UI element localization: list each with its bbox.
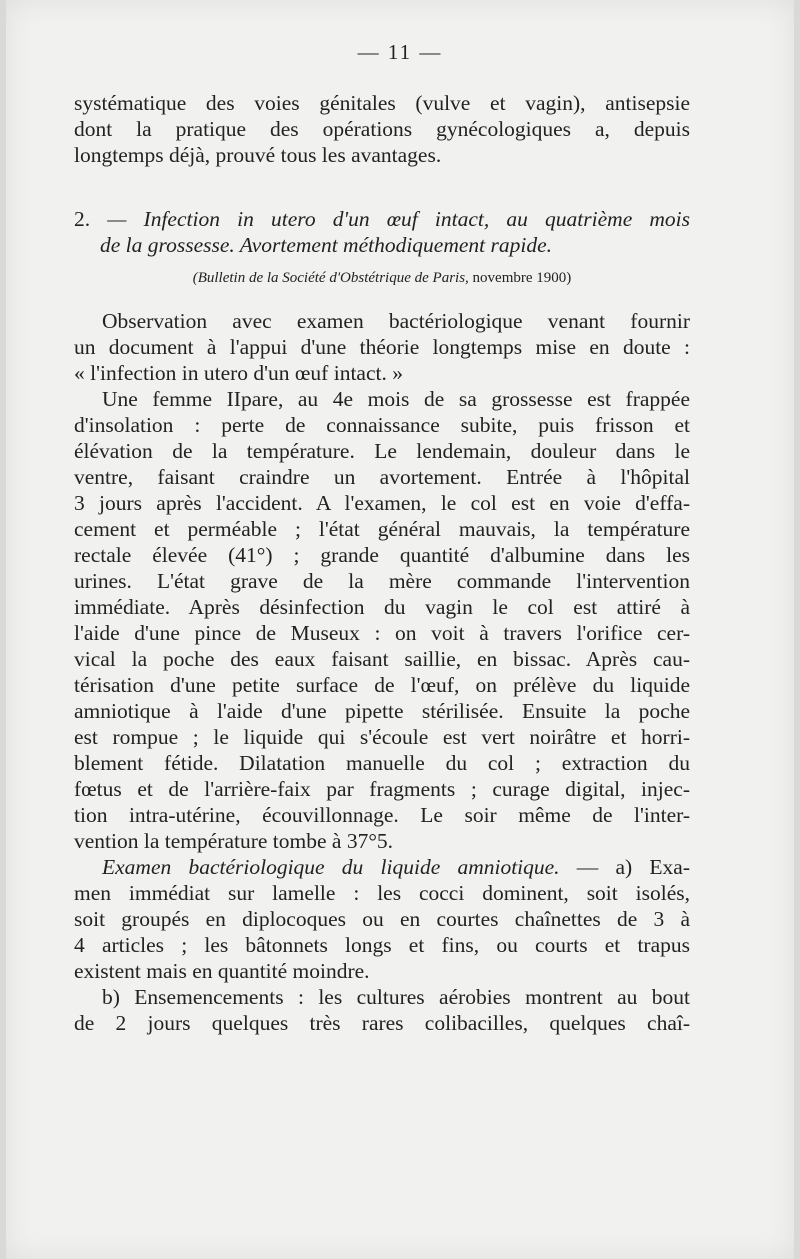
text-line: longtemps déjà, prouvé tous les avantages. bbox=[74, 143, 442, 167]
text-line: un document à l'appui d'une théorie longtemps mise en doute : bbox=[74, 335, 690, 359]
text-line: Une femme IIpare, au 4e mois de sa grossesse est frappée bbox=[102, 387, 690, 411]
paragraph-cultures bbox=[74, 984, 690, 1036]
text-line: d'insolation : perte de connaissance subite, puis frisson et bbox=[74, 413, 690, 437]
text-line: blement fétide. Dilatation manuelle du col ; extraction du bbox=[74, 751, 690, 775]
paragraph-intro bbox=[74, 90, 690, 168]
citation-source: (Bulletin de la Société d'Obstétrique de Paris, bbox=[192, 270, 469, 286]
text-line: tion intra-utérine, écouvillonnage. Le soir même de l'inter- bbox=[74, 803, 690, 827]
text-line: ventre, faisant craindre un avortement. Entrée à l'hôpital bbox=[74, 465, 690, 489]
text-line: cement et perméable ; l'état général mauvais, la température bbox=[74, 517, 690, 541]
text-line: est rompue ; le liquide qui s'écoule est vert noirâtre et horri- bbox=[74, 725, 690, 749]
text-line: Observation avec examen bactériologique venant fournir bbox=[102, 309, 690, 333]
text-line: 3 jours après l'accident. A l'examen, le col est en voie d'effa- bbox=[74, 491, 690, 515]
paragraph-exam bbox=[74, 854, 690, 984]
text-line: urines. L'état grave de la mère commande l'intervention bbox=[74, 569, 690, 593]
exam-heading: Examen bactériologique du liquide amniotique. bbox=[102, 855, 560, 879]
section-title-line: — Infection in utero d'un œuf intact, au quatrième mois bbox=[107, 207, 691, 231]
text-line: 4 articles ; les bâtonnets longs et fins, ou courts et trapus bbox=[74, 933, 690, 957]
text-line: men immédiat sur lamelle : les cocci dominent, soit isolés, bbox=[74, 881, 690, 905]
citation-date: novembre 1900) bbox=[472, 270, 572, 286]
text-line: vical la poche des eaux faisant saillie, en bissac. Après cau- bbox=[74, 647, 690, 671]
paragraph-observation bbox=[74, 308, 690, 386]
citation bbox=[74, 268, 690, 288]
text-line: dont la pratique des opérations gynécologiques a, depuis bbox=[74, 117, 690, 141]
section-heading bbox=[74, 206, 690, 258]
section-title-line: de la grossesse. Avortement méthodiquement rapide. bbox=[100, 233, 553, 257]
page-number: — 11 — bbox=[357, 40, 443, 64]
text-line: « l'infection in utero d'un œuf intact. » bbox=[74, 361, 403, 385]
text-line: rectale élevée (41°) ; grande quantité d'albumine dans les bbox=[74, 543, 690, 567]
page-body bbox=[74, 90, 690, 1036]
section-number: 2. bbox=[74, 207, 91, 231]
book-page bbox=[6, 0, 794, 1259]
paragraph-case bbox=[74, 386, 690, 854]
text-line: b) Ensemencements : les cultures aérobies montrent au bout bbox=[102, 985, 690, 1009]
text-line: l'aide d'une pince de Museux : on voit à travers l'orifice cer- bbox=[74, 621, 690, 645]
text-line: fœtus et de l'arrière-faix par fragments ; curage digital, injec- bbox=[74, 777, 690, 801]
text-line: vention la température tombe à 37°5. bbox=[74, 829, 394, 853]
text-line: de 2 jours quelques très rares colibacilles, quelques chaî- bbox=[74, 1011, 690, 1035]
text-line: térisation d'une petite surface de l'œuf, on prélève du liquide bbox=[74, 673, 690, 697]
text-line: amniotique à l'aide d'une pipette stérilisée. Ensuite la poche bbox=[74, 699, 690, 723]
text-line: — a) Exa- bbox=[576, 855, 690, 879]
text-line: immédiate. Après désinfection du vagin le col est attiré à bbox=[74, 595, 690, 619]
text-line: systématique des voies génitales (vulve et vagin), antisepsie bbox=[74, 91, 690, 115]
text-line: soit groupés en diplocoques ou en courtes chaînettes de 3 à bbox=[74, 907, 690, 931]
text-line: élévation de la température. Le lendemain, douleur dans le bbox=[74, 439, 690, 463]
text-line: existent mais en quantité moindre. bbox=[74, 959, 370, 983]
